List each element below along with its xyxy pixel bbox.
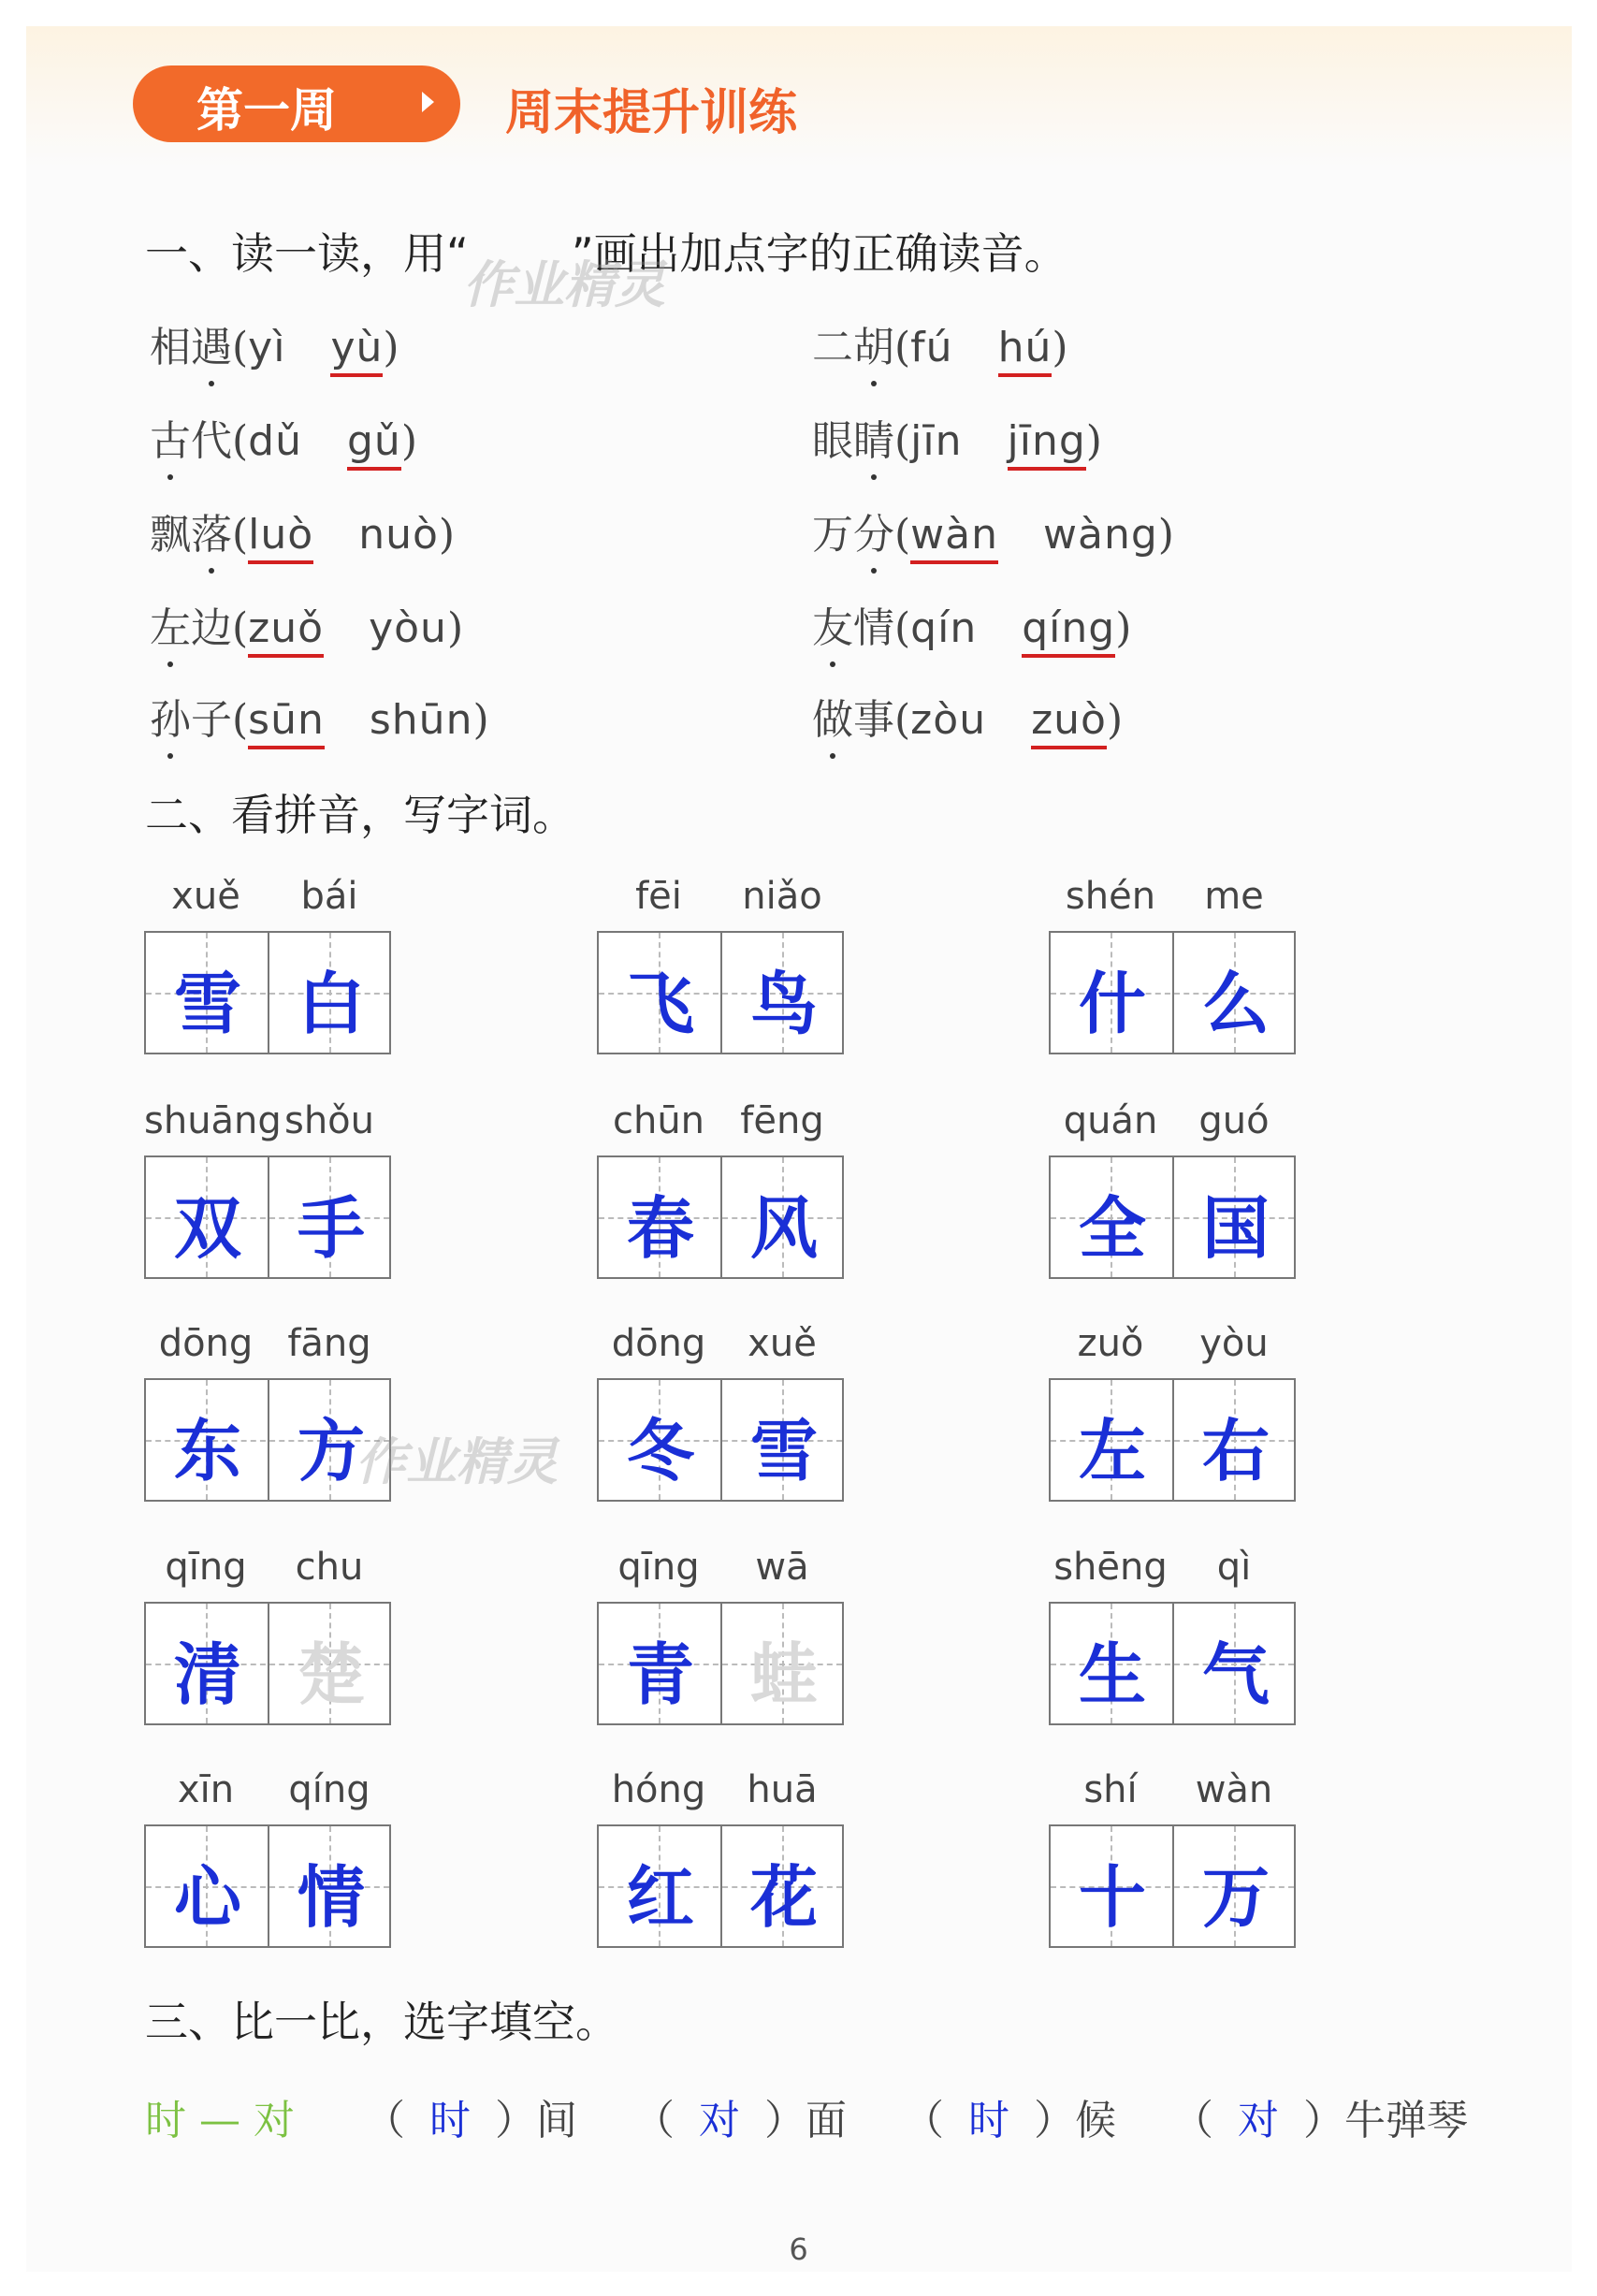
- tianzi-grid[interactable]: [597, 1824, 844, 1948]
- blank-suffix: ）牛弹琴: [1302, 2097, 1468, 2144]
- pinyin-option[interactable]: wàng: [1043, 511, 1158, 559]
- paren-open: (: [232, 417, 249, 465]
- q1-heading-part1: 一、读一读，用“: [145, 228, 469, 279]
- paren-open: (: [232, 511, 249, 559]
- tianzi-grid[interactable]: [1049, 1602, 1296, 1725]
- pinyin: quán: [1063, 1099, 1158, 1142]
- pinyin: fēi: [635, 875, 682, 918]
- tianzi-grid[interactable]: [144, 1378, 391, 1502]
- paren-open: (: [232, 604, 249, 652]
- written-character: 情: [297, 1857, 365, 1937]
- pinyin-option[interactable]: luò: [248, 511, 313, 564]
- pinyin-line: [144, 1768, 391, 1815]
- paren-open: （: [632, 2097, 675, 2144]
- dotted-character: 孙: [150, 686, 191, 746]
- written-character: 手: [297, 1188, 365, 1268]
- pinyin-choice-item: [812, 501, 1174, 560]
- written-character: 么: [1201, 964, 1270, 1043]
- written-character: 蛙: [749, 1635, 818, 1714]
- pinyin-line: [1049, 1546, 1296, 1592]
- blank-suffix: ）候: [1033, 2097, 1116, 2144]
- written-character: 清: [173, 1635, 241, 1714]
- pinyin-line: [597, 1099, 844, 1146]
- pinyin-choice-item: [150, 313, 399, 373]
- paren-close: ): [1115, 604, 1132, 652]
- pinyin-option[interactable]: zuò: [1031, 696, 1107, 749]
- q2-heading: 二、看拼音，写字词。: [145, 790, 575, 840]
- pinyin-line: [597, 875, 844, 922]
- pinyin-option[interactable]: fú: [910, 324, 953, 371]
- written-character: 左: [1078, 1411, 1146, 1490]
- paren-open: （: [363, 2097, 405, 2144]
- paren-close: ): [383, 324, 399, 371]
- pinyin-line: [1049, 875, 1296, 922]
- pinyin: qīng: [617, 1546, 700, 1589]
- tianzi-grid[interactable]: [1049, 1155, 1296, 1279]
- written-character: 春: [626, 1188, 694, 1268]
- character: 睛: [853, 407, 894, 467]
- tianzi-grid[interactable]: [144, 1824, 391, 1948]
- pinyin-choice-item: [812, 407, 1102, 467]
- tianzi-grid[interactable]: [597, 1155, 844, 1279]
- paren-open: (: [232, 324, 249, 371]
- dotted-character: 万: [812, 511, 853, 559]
- pinyin: qīng: [165, 1546, 247, 1589]
- dotted-character: 左: [150, 594, 191, 654]
- written-character: 生: [1078, 1635, 1146, 1714]
- pinyin-line: [144, 1546, 391, 1592]
- pinyin: niǎo: [742, 875, 822, 918]
- q3-pair: 时 — 对: [145, 2097, 295, 2144]
- pinyin-option[interactable]: qíng: [1022, 604, 1115, 658]
- dotted-character: 飘: [150, 511, 191, 559]
- pinyin-option[interactable]: shūn: [369, 696, 473, 744]
- pinyin: xuě: [171, 875, 240, 918]
- written-character: 万: [1201, 1857, 1270, 1937]
- blank-suffix: ）间: [494, 2097, 577, 2144]
- character: 情: [853, 604, 894, 652]
- pinyin: bái: [300, 875, 358, 918]
- pinyin-option[interactable]: yì: [248, 324, 286, 371]
- arrow-right-icon: [422, 92, 434, 112]
- paren-close: ): [438, 511, 456, 559]
- character: 代: [191, 417, 232, 465]
- pinyin: chūn: [612, 1099, 705, 1142]
- week-label: 第一周: [196, 83, 337, 138]
- dotted-character: 二: [812, 324, 853, 371]
- pinyin: shí: [1083, 1768, 1138, 1811]
- pinyin-option[interactable]: dǔ: [248, 417, 302, 465]
- blank-answer[interactable]: 对: [1237, 2097, 1279, 2144]
- written-character: 十: [1078, 1857, 1146, 1937]
- pinyin-choice-item: [812, 594, 1131, 654]
- written-character: 全: [1078, 1188, 1146, 1268]
- dotted-character: 古: [150, 407, 191, 467]
- pinyin-option[interactable]: yòu: [369, 604, 447, 652]
- paren-close: ): [446, 604, 464, 652]
- pinyin: hóng: [611, 1768, 706, 1811]
- tianzi-grid[interactable]: [144, 931, 391, 1054]
- pinyin-option[interactable]: zòu: [910, 696, 987, 744]
- written-character: 方: [297, 1411, 365, 1490]
- fill-blank-item: [364, 2097, 577, 2144]
- pinyin: shén: [1065, 875, 1156, 918]
- tianzi-grid[interactable]: [1049, 931, 1296, 1054]
- pinyin: shǒu: [283, 1099, 374, 1142]
- paren-open: （: [902, 2097, 944, 2144]
- pinyin-option[interactable]: qín: [910, 604, 978, 652]
- q3-heading: 三、比一比，选字填空。: [145, 1997, 618, 2047]
- pinyin: xuě: [748, 1322, 817, 1365]
- pinyin: shēng: [1053, 1546, 1168, 1589]
- written-character: 心: [173, 1857, 241, 1937]
- pinyin-choice-item: [812, 686, 1123, 746]
- page-number: 6: [789, 2231, 808, 2267]
- character: 胡: [853, 313, 894, 373]
- character: 分: [853, 501, 894, 560]
- pinyin: qíng: [288, 1768, 370, 1811]
- blank-suffix: ）面: [763, 2097, 847, 2144]
- paren-open: (: [894, 604, 911, 652]
- paren-close: ): [1085, 417, 1102, 465]
- paren-open: (: [894, 696, 911, 744]
- character: 子: [191, 696, 232, 744]
- pinyin: wàn: [1195, 1768, 1273, 1811]
- pinyin: guó: [1198, 1099, 1270, 1142]
- fill-blank-item: [903, 2097, 1116, 2144]
- pinyin-line: [597, 1546, 844, 1592]
- pinyin-line: [144, 1099, 391, 1146]
- character: 遇: [191, 313, 232, 373]
- pinyin-line: [144, 875, 391, 922]
- paren-open: (: [894, 511, 911, 559]
- written-character: 红: [626, 1857, 694, 1937]
- character: 事: [853, 696, 894, 744]
- blank-answer[interactable]: 对: [698, 2097, 740, 2144]
- fill-blank-item: [1172, 2097, 1468, 2144]
- written-character: 青: [626, 1635, 694, 1714]
- pinyin: qì: [1216, 1546, 1252, 1589]
- tianzi-grid[interactable]: [597, 1602, 844, 1725]
- paren-close: ): [1106, 696, 1124, 744]
- blank-answer[interactable]: 时: [967, 2097, 1009, 2144]
- written-character: 右: [1201, 1411, 1270, 1490]
- paren-close: ): [472, 696, 489, 744]
- paren-close: ): [1157, 511, 1174, 559]
- written-character: 楚: [297, 1635, 365, 1714]
- pinyin-option[interactable]: sūn: [248, 696, 325, 749]
- written-character: 双: [173, 1188, 241, 1268]
- fill-blank-item: [633, 2097, 847, 2144]
- pinyin: me: [1204, 875, 1264, 918]
- written-character: 什: [1078, 964, 1146, 1043]
- pinyin: fēng: [740, 1099, 824, 1142]
- paren-close: ): [400, 417, 417, 465]
- written-character: 花: [749, 1857, 818, 1937]
- written-character: 白: [297, 964, 365, 1043]
- tianzi-grid[interactable]: [597, 931, 844, 1054]
- pinyin: xīn: [177, 1768, 235, 1811]
- tianzi-grid[interactable]: [1049, 1378, 1296, 1502]
- watermark: 作业精灵: [356, 1432, 558, 1491]
- tianzi-grid[interactable]: [144, 1602, 391, 1725]
- pinyin-line: [1049, 1322, 1296, 1369]
- dotted-character: 眼: [812, 417, 853, 465]
- written-character: 风: [749, 1188, 818, 1268]
- written-character: 雪: [749, 1411, 818, 1490]
- pinyin-choice-item: [812, 313, 1068, 373]
- paren-open: (: [894, 324, 911, 371]
- pinyin-option[interactable]: jīng: [1008, 417, 1086, 471]
- blank-answer[interactable]: 时: [428, 2097, 471, 2144]
- tianzi-grid[interactable]: [144, 1155, 391, 1279]
- written-character: 气: [1201, 1635, 1270, 1714]
- written-character: 东: [173, 1411, 241, 1490]
- pinyin: chu: [295, 1546, 364, 1589]
- written-character: 国: [1201, 1188, 1270, 1268]
- pinyin-line: [597, 1322, 844, 1369]
- pinyin: dōng: [611, 1322, 706, 1365]
- paren-close: ): [1052, 324, 1068, 371]
- pinyin-line: [144, 1322, 391, 1369]
- written-character: 雪: [173, 964, 241, 1043]
- dotted-character: 相: [150, 324, 191, 371]
- paren-open: (: [232, 696, 249, 744]
- pinyin-choice-item: [150, 594, 463, 654]
- pinyin: fāng: [287, 1322, 371, 1365]
- pinyin: zuǒ: [1077, 1322, 1144, 1365]
- pinyin-choice-item: [150, 686, 489, 746]
- written-character: 鸟: [749, 964, 818, 1043]
- dotted-character: 做: [812, 686, 853, 746]
- pinyin: huā: [747, 1768, 818, 1811]
- tianzi-grid[interactable]: [597, 1378, 844, 1502]
- pinyin: yòu: [1199, 1322, 1269, 1365]
- written-character: 冬: [626, 1411, 694, 1490]
- q3-fill-blanks: [145, 2086, 1468, 2146]
- watermark: 作业精灵: [463, 255, 665, 314]
- pinyin-option[interactable]: nuò: [358, 511, 439, 559]
- pinyin-option[interactable]: wàn: [910, 511, 998, 564]
- tianzi-grid[interactable]: [1049, 1824, 1296, 1948]
- pinyin-choice-item: [150, 501, 455, 560]
- section-title: 周末提升训练: [505, 85, 798, 141]
- pinyin: shuāng: [144, 1099, 282, 1142]
- pinyin-line: [1049, 1768, 1296, 1815]
- paren-open: (: [894, 417, 911, 465]
- written-character: 飞: [626, 964, 694, 1043]
- pinyin-choice-item: [150, 407, 417, 467]
- character: 落: [191, 501, 232, 560]
- paren-open: （: [1171, 2097, 1213, 2144]
- pinyin-line: [597, 1768, 844, 1815]
- dotted-character: 友: [812, 594, 853, 654]
- character: 边: [191, 604, 232, 652]
- pinyin-option[interactable]: jīn: [910, 417, 963, 465]
- pinyin-option[interactable]: zuǒ: [248, 604, 324, 658]
- pinyin-line: [1049, 1099, 1296, 1146]
- pinyin-option[interactable]: gǔ: [347, 417, 401, 471]
- q1-heading-part2: ”画出加点字的正确读音。: [571, 228, 1067, 279]
- pinyin-option[interactable]: hú: [998, 324, 1053, 377]
- pinyin-option[interactable]: yù: [330, 324, 383, 377]
- pinyin: wā: [755, 1546, 809, 1589]
- pinyin: dōng: [158, 1322, 254, 1365]
